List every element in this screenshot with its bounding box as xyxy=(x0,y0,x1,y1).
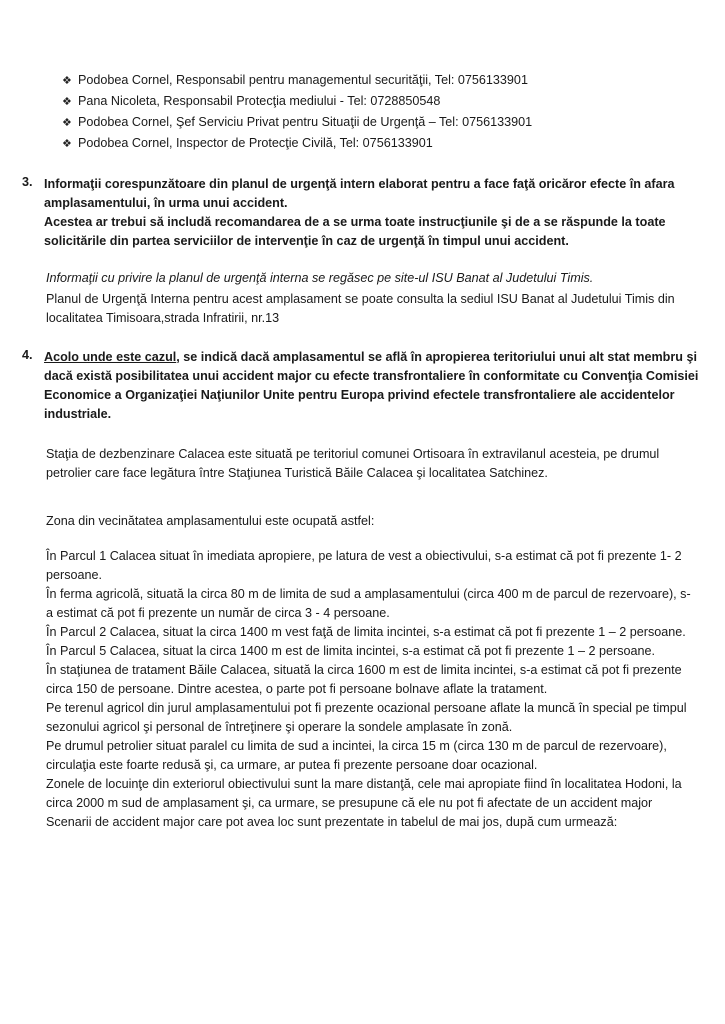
section-3-heading: Informaţii corespunzătoare din planul de urgenţă intern elaborat pentru a face faţă oricăror efecte în afara amplasamentului, în urma unui accident. xyxy=(44,177,675,210)
contact-item: ❖ Podobea Cornel, Inspector de Protecţie Civilă, Tel: 0756133901 xyxy=(62,133,682,154)
diamond-bullet-icon: ❖ xyxy=(62,138,72,150)
diamond-bullet-icon: ❖ xyxy=(62,75,72,87)
section-4-zone-intro: Zona din vecinătatea amplasamentului este ocupată astfel: xyxy=(46,514,375,528)
zone-line: Zonele de locuinţe din exteriorul obiectivului sunt la mare distanţă, cele mai apropiate fiind în localitatea Hodoni, la circa 2000 m sud de amplasament şi, ca urmare, se presupune că ele nu pot fi afectate de un accident major xyxy=(46,777,682,810)
section-3 xyxy=(22,175,702,251)
section-4-location: Staţia de dezbenzinare Calacea este situată pe teritoriul comunei Ortisoara în extravilanul acesteia, pe drumul petrolier care face legătura între Staţiunea Turistică Băile Calacea şi localitatea Satchinez. xyxy=(46,447,660,480)
section-3-info-italic: Informaţii cu privire la planul de urgenţă interna se regăsec pe site-ul ISU Banat al Judetului Timis. xyxy=(46,271,594,285)
contact-item: ❖ Pana Nicoleta, Responsabil Protecţia mediului - Tel: 0728850548 xyxy=(62,91,682,112)
zone-line: În staţiunea de tratament Băile Calacea, situată la circa 1600 m est de limita incintei, s-a estimat că pot fi prezente circa 150 de persoane. Dintre acestea, o parte pot fi persoane bolnave aflate la tratament. xyxy=(46,663,682,696)
zone-line: În ferma agricolă, situată la circa 80 m de limita de sud a amplasamentului (circa 400 m de parcul de rezervoare), s-a estimat că pot fi prezente un număr de circa 3 - 4 persoane. xyxy=(46,587,691,620)
section-3-number: 3. xyxy=(22,175,33,189)
contacts-list xyxy=(62,70,682,154)
section-3-info: Planul de Urgenţă Interna pentru acest amplasament se poate consulta la sediul ISU Banat al Judetului Timis din localitatea Timisoara,strada Infratirii, nr.13 xyxy=(46,292,675,325)
zone-line: Pe drumul petrolier situat paralel cu limita de sud a incintei, la circa 15 m (circa 130 m de parcul de rezervoare), circulaţia este foarte redusă şi, ca urmare, ar putea fi prezente persoane doar ocazional. xyxy=(46,739,667,772)
zone-description-list xyxy=(46,547,696,832)
zone-line: În Parcul 1 Calacea situat în imediata apropiere, pe latura de vest a obiectivului, s-a estimat că pot fi prezente 1- 2 persoane. xyxy=(46,549,682,582)
section-4-heading xyxy=(44,348,702,424)
zone-line: În Parcul 5 Calacea, situat la circa 1400 m est de limita incintei, s-a estimat că pot fi prezente 1 – 2 persoane. xyxy=(46,644,656,658)
zone-line: În Parcul 2 Calacea, situat la circa 1400 m vest faţă de limita incintei, s-a estimat că pot fi prezente 1 – 2 persoane. xyxy=(46,625,686,639)
section-4-heading-underlined: Acolo unde este cazul xyxy=(44,350,177,364)
section-4-heading-rest: , se indică dacă amplasamentul se află în apropierea teritoriului unui alt stat membru şi dacă există posibilitatea unui accident major cu efecte transfrontaliere în conformitate cu Convenţia Comisiei Economice a Organizaţiei Naţiunilor Unite pentru Europa privind efectele transfrontaliere ale accidentelor industriale. xyxy=(44,350,699,421)
section-4 xyxy=(22,348,702,424)
section-3-note: Acestea ar trebui să includă recomandarea de a se urma toate instrucţiunile şi de a se răspunde la toate solicitările din partea serviciilor de intervenţie în caz de urgenţă în timpul unui accident. xyxy=(44,215,666,248)
contact-item: ❖ Podobea Cornel, Responsabil pentru managementul securităţii, Tel: 0756133901 xyxy=(62,70,682,91)
contact-item: ❖ Podobea Cornel, Şef Serviciu Privat pentru Situaţii de Urgenţă – Tel: 0756133901 xyxy=(62,112,682,133)
diamond-bullet-icon: ❖ xyxy=(62,96,72,108)
zone-line: Scenarii de accident major care pot avea loc sunt prezentate in tabelul de mai jos, după cum urmează: xyxy=(46,815,618,829)
zone-line: Pe terenul agricol din jurul amplasamentului pot fi prezente ocazional persoane aflate la muncă în special pe timpul sezonului agricol şi personal de întreţinere şi operare la sondele amplasate în zonă. xyxy=(46,701,687,734)
diamond-bullet-icon: ❖ xyxy=(62,117,72,129)
section-4-number: 4. xyxy=(22,348,33,362)
